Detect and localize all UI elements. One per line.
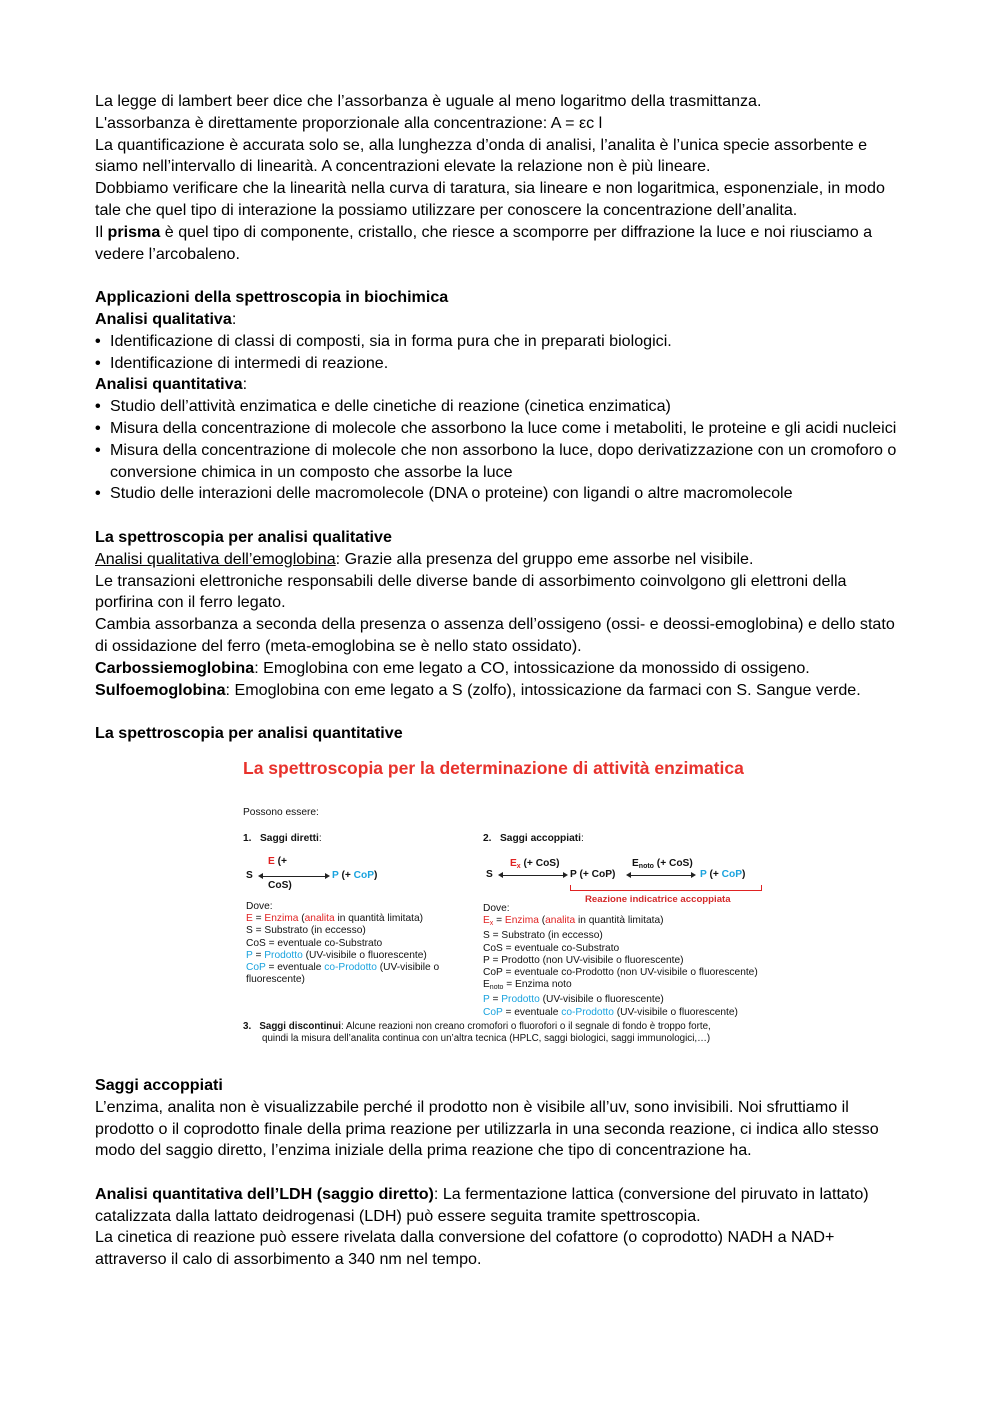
intro-line-2: L'assorbanza è direttamente proporzionale alla concentrazione: A = εc l [95,113,603,132]
coupled-final-product: P (+ CoP) [700,868,746,880]
coupled-legend: Dove: $E_x$ = Enzima (analita in quantità limitata) S = Substrato (in eccesso) CoS = eventuale co-Substrato P = Prodotto (non UV-visibile o fluorescente) CoP = eventuale co-Prodotto (non UV-visibile o fluorescente) $E_{noto}$ = Enzima noto P = Prodotto (UV-visibile o fluorescente) CoP = eventuale co-Prodotto (UV-visibile o fluorescente) [483,902,758,1018]
coupled-mid-product: P (+ CoP) [570,868,616,880]
prisma-term: prisma [107,222,161,241]
coupled-ex-label: $E_x$ (+ CoS) [510,857,560,870]
qualitative-label: Analisi qualitativa: [95,309,237,328]
direct-assay-heading: 1. Saggi diretti: [243,832,322,844]
hemoglobin-paragraph: Analisi qualitativa dell’emoglobina: Grazie alla presenza del gruppo eme assorbe nel visibile. [95,549,754,568]
slide-title: La spettroscopia per la determinazione di attività enzimatica [243,757,744,778]
direct-enzyme-label: E (+ [268,855,287,867]
transitions-paragraph: Le transazioni elettroniche responsabili delle diverse bande di assorbimento coinvolgono gli elettroni della porfirina con il ferro legato. [95,571,847,612]
slide-subtitle: Possono essere: [243,806,319,818]
coupled-bracket [570,885,762,891]
direct-cos-label: CoS) [268,879,292,891]
coupled-heading: Saggi accoppiati [95,1075,223,1094]
list-item: • Identificazione di intermedi di reazione. [95,353,389,372]
discontinuous-assay: 3. Saggi discontinui: Alcune reazioni non creano cromofori o fluorofori o il segnale di fondo è troppo forte, quindi la misura dell’analita continua con un’altra tecnica (HPLC, saggi biologici, saggi immunologici,…) [243,1020,711,1045]
sulfo-paragraph: Sulfoemoglobina: Emoglobina con eme legato a S (zolfo), intossicazione da farmaci con S. Sangue verde. [95,680,861,699]
applications-heading: Applicazioni della spettroscopia in biochimica [95,288,449,307]
absorbance-paragraph: Cambia assorbanza a seconda della presenza o assenza dell’ossigeno (ossi- e deossi-emoglobina) e dello stato di ossidazione del ferro (meta-emoglobina se è nello stato ossidato). [95,615,895,655]
direct-reaction-arrow [262,876,326,877]
list-item: • Identificazione di classi di composti, sia in forma pura che in preparati biologici. [95,331,672,350]
direct-legend: Dove: E = Enzima (analita in quantità limitata) S = Substrato (in eccesso) CoS = eventuale co-Substrato P = Prodotto (UV-visibile o fluorescente) CoP = eventuale co-Prodotto (UV-visibile o fluorescente) [246,900,440,986]
qualitative-heading: La spettroscopia per analisi qualitative [95,527,392,546]
coupled-arrow-2 [630,875,692,876]
coupled-paragraph: L’enzima, analita non è visualizzabile perché il prodotto non è visibile all’uv, sono invisibili. Noi sfruttiamo il prodotto o il coprodotto finale della prima reazione per utilizzarla in una seconda reazione, ci indica allo stesso modo del saggio diretto, l’enzima iniziale della prima reazione che tipo di concentrazione ha. [95,1097,879,1160]
quantitative-label: Analisi quantitativa: [95,375,248,394]
direct-product-label: P (+ CoP) [332,869,378,881]
coupled-s-label: S [486,868,493,880]
coupled-enoto-label: $E_{noto}$ (+ CoS) [632,857,693,870]
carbo-paragraph: Carbossiemoglobina: Emoglobina con eme legato a CO, intossicazione da monossido di ossigeno. [95,658,810,677]
quantitative-heading: La spettroscopia per analisi quantitative [95,724,403,743]
ldh-paragraph: Analisi quantitativa dell’LDH (saggio diretto): La fermentazione lattica (conversione del piruvato in lattato) catalizzata dalla lattato deidrogenasi (LDH) può essere seguita tramite spettroscopia. [95,1184,869,1225]
list-item: • Misura della concentrazione di molecole che non assorbono la luce, dopo derivatizzazione con un cromoforo o conversione chimica in un composto che assorbe la luce [95,440,897,481]
coupled-arrow-1 [502,875,564,876]
intro-prisma-paragraph: Il prisma è quel tipo di componente, cristallo, che riesce a scomporre per diffrazione la luce e noi riusciamo a vedere l’arcobaleno. [95,222,873,263]
document-page [95,91,905,1271]
list-item: • Studio delle interazioni delle macromolecole (DNA o proteine) con ligandi o altre macromolecole [95,484,793,503]
enzyme-assay-slide [240,759,780,1059]
intro-line-4: Dobbiamo verificare che la linearità nella curva di taratura, sia lineare e non logaritmica, esponenziale, in modo tale che quel tipo di interazione la possiamo utilizzare per conoscere la concentrazione dell’analita. [95,179,885,219]
list-item: • Misura della concentrazione di molecole che assorbono la luce come i metaboliti, le proteine e gli acidi nucleici [95,418,897,437]
coupled-bracket-label: Reazione indicatrice accoppiata [585,893,731,905]
list-item: • Studio dell’attività enzimatica e delle cinetiche di reazione (cinetica enzimatica) [95,397,671,416]
direct-s-label: S [246,869,253,881]
coupled-assay-heading: 2. Saggi accoppiati: [483,832,584,844]
ldh-kinetics-paragraph: La cinetica di reazione può essere rivelata dalla conversione del cofattore (o coprodotto) NADH a NAD+ attraverso il calo di assorbimento a 340 nm nel tempo. [95,1228,835,1269]
intro-line-3: La quantificazione è accurata solo se, alla lunghezza d’onda di analisi, l’analita è l’unica specie assorbente e siamo nell’intervallo di linearità. A concentrazioni elevate la relazione non è più lineare. [95,135,868,176]
intro-line-1: La legge di lambert beer dice che l’assorbanza è uguale al meno logaritmo della trasmittanza. [95,92,762,110]
